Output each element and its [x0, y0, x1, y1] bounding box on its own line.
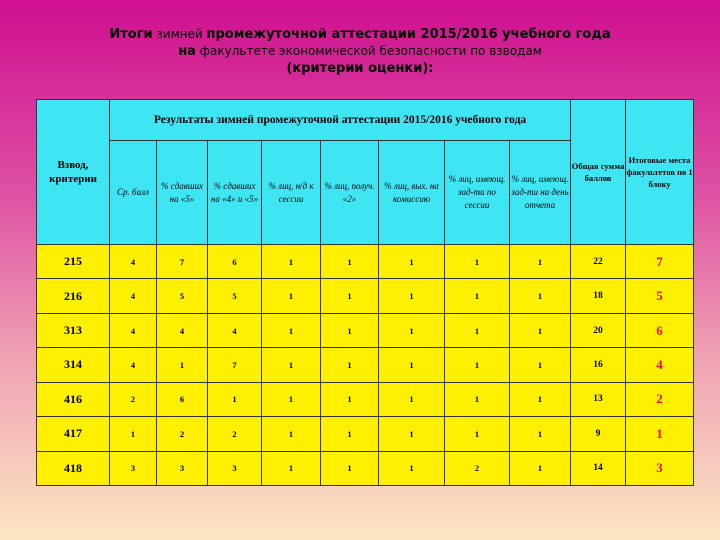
- header-criterion: % сдавших на «5»: [157, 141, 208, 245]
- header-criterion: % лиц, н/д к сессии: [262, 141, 321, 245]
- value-cell: 4: [110, 279, 157, 313]
- value-cell: 4: [157, 313, 208, 347]
- header-sum: Общая сумма баллов: [571, 100, 626, 245]
- sum-cell: 22: [571, 245, 626, 279]
- value-cell: 1: [321, 348, 379, 382]
- value-cell: 1: [379, 382, 445, 416]
- place-cell: 5: [626, 279, 694, 313]
- header-criterion: % лиц, имеющ. зад-ти по сессии: [445, 141, 510, 245]
- value-cell: 7: [157, 245, 208, 279]
- value-cell: 5: [208, 279, 262, 313]
- place-cell: 3: [626, 451, 694, 485]
- title-line-2: [20, 43, 700, 60]
- value-cell: 1: [379, 348, 445, 382]
- header-criterion: Ср. балл: [110, 141, 157, 245]
- value-cell: 1: [379, 313, 445, 347]
- value-cell: 1: [379, 417, 445, 451]
- value-cell: 5: [157, 279, 208, 313]
- value-cell: 1: [321, 313, 379, 347]
- table-row: [37, 313, 694, 347]
- value-cell: 6: [208, 245, 262, 279]
- header-vzvod: Взвод, критерии: [37, 100, 110, 245]
- value-cell: 2: [157, 417, 208, 451]
- title-line-1-rest: промежуточной аттестации 2015/2016 учебного года: [206, 27, 611, 42]
- place-cell: 1: [626, 417, 694, 451]
- value-cell: 2: [445, 451, 510, 485]
- value-cell: 1: [445, 245, 510, 279]
- place-cell: 2: [626, 382, 694, 416]
- row-id-cell: 418: [37, 451, 110, 485]
- value-cell: 4: [110, 245, 157, 279]
- header-criterion: % лиц, получ. «2»: [321, 141, 379, 245]
- value-cell: 4: [110, 313, 157, 347]
- table-row: [37, 451, 694, 485]
- sum-cell: 18: [571, 279, 626, 313]
- value-cell: 1: [262, 245, 321, 279]
- header-results: Результаты зимней промежуточной аттестации 2015/2016 учебного года: [110, 100, 571, 141]
- value-cell: 3: [110, 451, 157, 485]
- value-cell: 1: [379, 245, 445, 279]
- value-cell: 1: [321, 451, 379, 485]
- sum-cell: 20: [571, 313, 626, 347]
- value-cell: 1: [510, 313, 571, 347]
- row-id-cell: 416: [37, 382, 110, 416]
- header-row-1: [37, 100, 694, 141]
- title-line-3-bold: (критерии оценки):: [286, 61, 434, 76]
- value-cell: 1: [262, 313, 321, 347]
- value-cell: 1: [445, 417, 510, 451]
- title-line-2-bold: на: [178, 44, 196, 59]
- header-criterion: % лиц, имеющ. зад-ти на день отчета: [510, 141, 571, 245]
- row-id-cell: 417: [37, 417, 110, 451]
- value-cell: 1: [262, 417, 321, 451]
- header-criterion: % лиц, вых. на комиссию: [379, 141, 445, 245]
- sum-cell: 13: [571, 382, 626, 416]
- place-cell: 7: [626, 245, 694, 279]
- title-line-2-small: факультете экономической безопасности по взводам: [195, 44, 542, 58]
- table-row: [37, 348, 694, 382]
- value-cell: 7: [208, 348, 262, 382]
- value-cell: 1: [321, 382, 379, 416]
- value-cell: 1: [321, 279, 379, 313]
- results-table: [36, 99, 694, 486]
- value-cell: 1: [379, 451, 445, 485]
- value-cell: 1: [510, 348, 571, 382]
- value-cell: 1: [321, 245, 379, 279]
- sum-cell: 14: [571, 451, 626, 485]
- title-line-1-bold: Итоги: [109, 27, 153, 42]
- value-cell: 1: [379, 279, 445, 313]
- value-cell: 1: [510, 279, 571, 313]
- page-title: [20, 26, 700, 77]
- value-cell: 2: [110, 382, 157, 416]
- value-cell: 4: [208, 313, 262, 347]
- value-cell: 2: [208, 417, 262, 451]
- value-cell: 1: [445, 279, 510, 313]
- title-line-3: [20, 60, 700, 77]
- row-id-cell: 216: [37, 279, 110, 313]
- value-cell: 1: [321, 417, 379, 451]
- row-id-cell: 215: [37, 245, 110, 279]
- sum-cell: 16: [571, 348, 626, 382]
- table-row: [37, 382, 694, 416]
- value-cell: 1: [510, 245, 571, 279]
- table-row: [37, 279, 694, 313]
- value-cell: 1: [510, 417, 571, 451]
- value-cell: 1: [445, 382, 510, 416]
- value-cell: 1: [262, 279, 321, 313]
- sum-cell: 9: [571, 417, 626, 451]
- value-cell: 1: [510, 382, 571, 416]
- value-cell: 3: [157, 451, 208, 485]
- value-cell: 1: [445, 348, 510, 382]
- header-places: Итоговые места факультетов по 1 блоку: [626, 100, 694, 245]
- value-cell: 1: [157, 348, 208, 382]
- value-cell: 1: [208, 382, 262, 416]
- value-cell: 4: [110, 348, 157, 382]
- table-row: [37, 245, 694, 279]
- value-cell: 1: [262, 382, 321, 416]
- place-cell: 6: [626, 313, 694, 347]
- value-cell: 1: [262, 348, 321, 382]
- value-cell: 6: [157, 382, 208, 416]
- value-cell: 1: [510, 451, 571, 485]
- row-id-cell: 313: [37, 313, 110, 347]
- value-cell: 1: [110, 417, 157, 451]
- value-cell: 3: [208, 451, 262, 485]
- header-criterion: % сдавших на «4» и «5»: [208, 141, 262, 245]
- value-cell: 1: [445, 313, 510, 347]
- title-line-1-small: зимней: [152, 27, 207, 41]
- title-line-1: [20, 26, 700, 43]
- table-row: [37, 417, 694, 451]
- place-cell: 4: [626, 348, 694, 382]
- value-cell: 1: [262, 451, 321, 485]
- row-id-cell: 314: [37, 348, 110, 382]
